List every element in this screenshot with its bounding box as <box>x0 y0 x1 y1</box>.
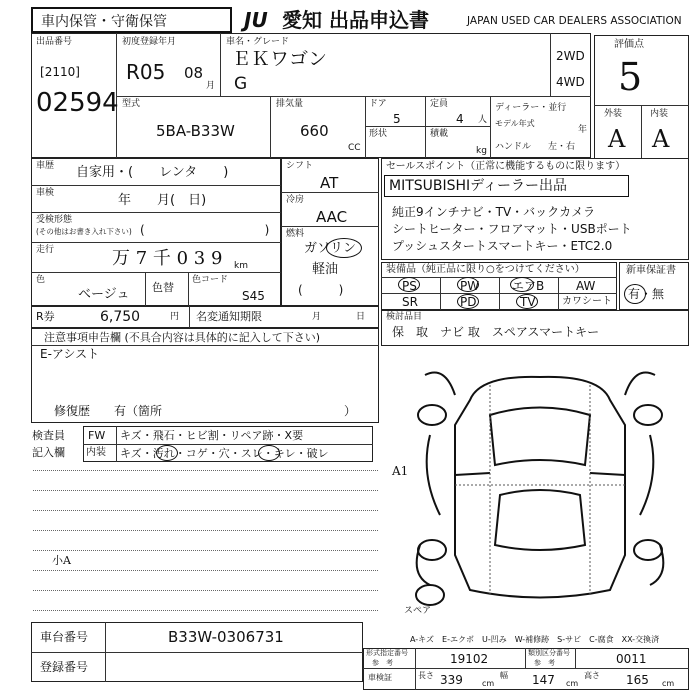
fuel-options: ガソリン <box>304 241 357 256</box>
doors-value: 5 <box>393 112 401 126</box>
recycle-value: 6,750 <box>100 309 141 325</box>
equip-sr: SR <box>402 295 418 309</box>
lot-number: 02594 <box>36 88 119 118</box>
warranty-value: 有・無 <box>628 287 665 301</box>
selling-line1: MITSUBISHIディーラー出品 <box>389 178 568 194</box>
shift-value: AT <box>320 174 339 192</box>
drive-2wd: 2WD <box>556 49 585 63</box>
notes-header: 注意事項申告欄 (不具合内容は具体的に記入して下さい) <box>44 331 321 344</box>
color-change-label: 色替 <box>152 281 174 294</box>
equip-pd: PD <box>460 295 477 309</box>
handle-label: ハンドル <box>495 142 532 152</box>
association-name: JAPAN USED CAR DEALERS ASSOCIATION <box>467 15 682 27</box>
displacement-label: 排気量 <box>276 99 304 109</box>
repair-history: 修復歴 有（箇所 <box>54 404 163 418</box>
spare-label: スペア <box>404 606 432 616</box>
capacity-value: 4 <box>456 112 464 126</box>
inspector-label: 検査員 <box>32 429 65 442</box>
chassis-label: 車台番号 <box>40 630 89 644</box>
length-value: 339 <box>440 673 463 687</box>
class-number: 0011 <box>616 652 647 666</box>
shift-label: シフト <box>286 161 314 171</box>
equip-airbag: エアB <box>512 279 545 293</box>
equip-pw: PW <box>460 279 480 293</box>
interior-defects: キズ・汚れ・コゲ・穴・スレ・キレ・破レ <box>120 447 329 460</box>
mileage-value: 万 7 千 0 3 9 <box>112 248 223 269</box>
selling-line3: シートヒーター・フロアマット・USBポート <box>392 222 632 236</box>
history-value: 自家用・( レンタ ) <box>76 165 229 180</box>
equip-tv: TV <box>520 295 536 309</box>
shaken-label: 車検 <box>36 188 55 198</box>
capacity-label: 定員 <box>430 99 449 109</box>
doors-label: ドア <box>369 99 387 109</box>
car-name: ＥＫワゴン <box>232 48 328 70</box>
ju-logo: JU <box>244 8 268 32</box>
model-value: 5BA-B33W <box>156 122 235 140</box>
warranty-label: 新車保証書 <box>626 265 676 276</box>
receipt-value: ( ) <box>140 223 270 237</box>
color-code: S45 <box>242 289 265 303</box>
lot-sub: [2110] <box>40 65 80 79</box>
exterior-grade: A <box>608 125 626 153</box>
interior-grade: A <box>652 125 670 153</box>
shape-label: 形状 <box>369 129 388 139</box>
score-value: 5 <box>618 55 643 99</box>
score-label: 評価点 <box>614 39 644 50</box>
selling-header: セールスポイント（正常に機能するものに限ります） <box>386 161 626 172</box>
height-value: 165 <box>626 673 649 687</box>
car-name-label: 車名・グレード <box>226 37 290 47</box>
reg-no-label: 登録番号 <box>40 660 89 674</box>
registration-year: R05 <box>126 60 166 84</box>
equipment-header: 装備品（純正品に限り○をつけてください） <box>386 264 585 275</box>
fuel-label: 燃料 <box>286 229 305 239</box>
car-damage-diagram <box>410 355 670 615</box>
car-grade: G <box>234 74 248 94</box>
load-label: 積載 <box>430 129 449 139</box>
shaken-value: 年 月( 日) <box>118 193 207 208</box>
type-designation: 19102 <box>450 652 489 666</box>
inspector-entry-label: 記入欄 <box>32 446 65 459</box>
handnote-b: A1 <box>392 464 409 478</box>
mileage-label: 走行 <box>36 245 55 255</box>
history-label: 車歴 <box>36 161 55 171</box>
drive-4wd: 4WD <box>556 75 585 89</box>
color-label: 色 <box>36 275 46 285</box>
aircon-label: 冷房 <box>286 195 305 205</box>
fuel-gasoline-circle <box>326 238 362 258</box>
interior-label: 内装 <box>650 109 669 119</box>
staff-value: 保 取 ナビ 取 スペアスマートキー <box>392 325 600 339</box>
handnote-a: 小A <box>52 554 71 567</box>
displacement-value: 660 <box>300 122 329 140</box>
model-year-label: モデル年式 <box>495 119 535 128</box>
registration-month: 08 <box>184 64 204 82</box>
equip-leather: カワシート <box>562 296 612 307</box>
staff-label: 検討品目 <box>386 312 423 322</box>
damage-legend: A-キズ E-エクボ U-凹み W-補修跡 S-サビ C-腐食 XX-交換済 <box>410 635 660 644</box>
name-change-label: 名変通知期限 <box>196 310 262 323</box>
registration-label: 初度登録年月 <box>122 37 177 47</box>
receipt-label: 受検形態 <box>36 215 73 225</box>
form-title: 愛知 出品申込書 <box>282 8 429 32</box>
exterior-label: 外装 <box>604 109 623 119</box>
selling-line2: 純正9インチナビ・TV・バックカメラ <box>392 205 596 219</box>
equip-aw: AW <box>576 279 596 293</box>
chassis-value: B33W-0306731 <box>168 628 284 646</box>
equip-ps: PS <box>402 279 417 293</box>
selling-line4: プッシュスタートスマートキー・ETC2.0 <box>392 239 613 253</box>
color-code-label: 色コード <box>192 275 229 285</box>
color-value: ベージュ <box>78 287 130 302</box>
fw-defects: キズ・飛石・ヒビ割・リペア跡・X要 <box>120 429 304 442</box>
recycle-label: R券 <box>36 310 55 323</box>
notes-line1: E-アシスト <box>40 347 100 361</box>
model-label: 型式 <box>122 99 141 109</box>
width-value: 147 <box>532 673 555 687</box>
lot-label: 出品番号 <box>36 37 73 47</box>
storage-sticker: 車内保管・守衛保管 <box>31 7 232 33</box>
dealer-label: ディーラー・並行 <box>495 103 567 113</box>
aircon-value: AAC <box>316 208 348 226</box>
fuel-kerosene: 軽油 <box>312 262 339 277</box>
